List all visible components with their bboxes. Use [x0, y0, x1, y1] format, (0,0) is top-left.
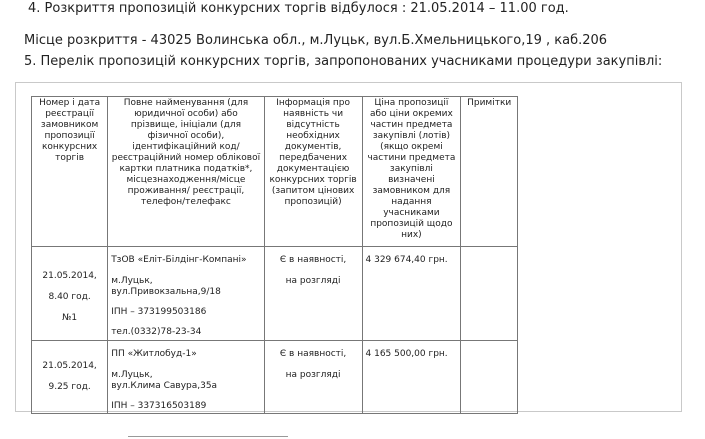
header-price: Ціна пропозиції або ціни окремих частин предмета закупівлі (лотів) (якщо окремі частини предмета закупівлі визначені замовником для надання учасниками пропозицій щодо них) [362, 97, 461, 247]
documents-cell [264, 341, 362, 414]
price-value: 4 329 674,40 грн. [365, 255, 448, 265]
bids-table [31, 96, 518, 414]
participant-street: вул.Привокзальна,9/18 [111, 287, 221, 297]
participant-city: м.Луцьк, [111, 276, 153, 286]
documents-cell [264, 247, 362, 341]
documents-review: на розгляді [285, 370, 341, 380]
header-registration: Номер і дата реєстрації замовником пропозиції конкурсних торгів [32, 97, 108, 247]
participant-phone: тел.(0332)78-23-34 [111, 327, 202, 337]
section-4-heading: 4. Розкриття пропозицій конкурсних торгів відбулося : 21.05.2014 – 11.00 год. [28, 1, 569, 16]
documents-status: Є в наявності, [279, 349, 347, 359]
documents-status: Є в наявності, [279, 255, 347, 265]
registration-date: 21.05.2014, [42, 361, 97, 371]
opening-place: Місце розкриття - 43025 Волинська обл., м.Луцьк, вул.Б.Хмельницького,19 , каб.206 [24, 33, 608, 48]
price-cell [362, 341, 461, 414]
participant-cell [108, 247, 265, 341]
participant-name: ТзОВ «Еліт-Білдінг-Компані» [111, 255, 247, 265]
section-5-heading: 5. Перелік пропозицій конкурсних торгів, запропонованих учасниками процедури закупівлі: [24, 54, 663, 69]
table-header-row [32, 97, 518, 247]
participant-name: ПП «Житлобуд-1» [111, 349, 197, 359]
registration-number: №1 [62, 313, 78, 323]
participant-ipn: ІПН – 373199503186 [111, 307, 207, 317]
header-participant: Повне найменування (для юридичної особи) або прізвище, ініціали (для фізичної особи), ідентифікаційний код/ реєстраційний номер облікової картки платника податків*, місцезнаходження/місце проживання/ реєстрації, телефон/телефакс [108, 97, 265, 247]
divider [128, 436, 288, 437]
registration-cell [32, 247, 108, 341]
registration-date: 21.05.2014, [42, 271, 97, 281]
registration-cell [32, 341, 108, 414]
participant-city: м.Луцьк, [111, 370, 153, 380]
participant-ipn: ІПН – 337316503189 [111, 401, 207, 411]
registration-time: 9.25 год. [48, 382, 91, 392]
participant-cell [108, 341, 265, 414]
header-documents: Інформація про наявність чи відсутність необхідних документів, передбачених документацією конкурсних торгів (запитом цінових пропозицій) [264, 97, 362, 247]
documents-review: на розгляді [285, 276, 341, 286]
price-value: 4 165 500,00 грн. [365, 349, 448, 359]
table-row [32, 247, 518, 341]
notes-cell [461, 341, 518, 414]
header-notes: Примітки [461, 97, 518, 247]
table-row [32, 341, 518, 414]
price-cell [362, 247, 461, 341]
participant-street: вул.Клима Савура,35а [111, 381, 218, 391]
notes-cell [461, 247, 518, 341]
registration-time: 8.40 год. [48, 292, 91, 302]
